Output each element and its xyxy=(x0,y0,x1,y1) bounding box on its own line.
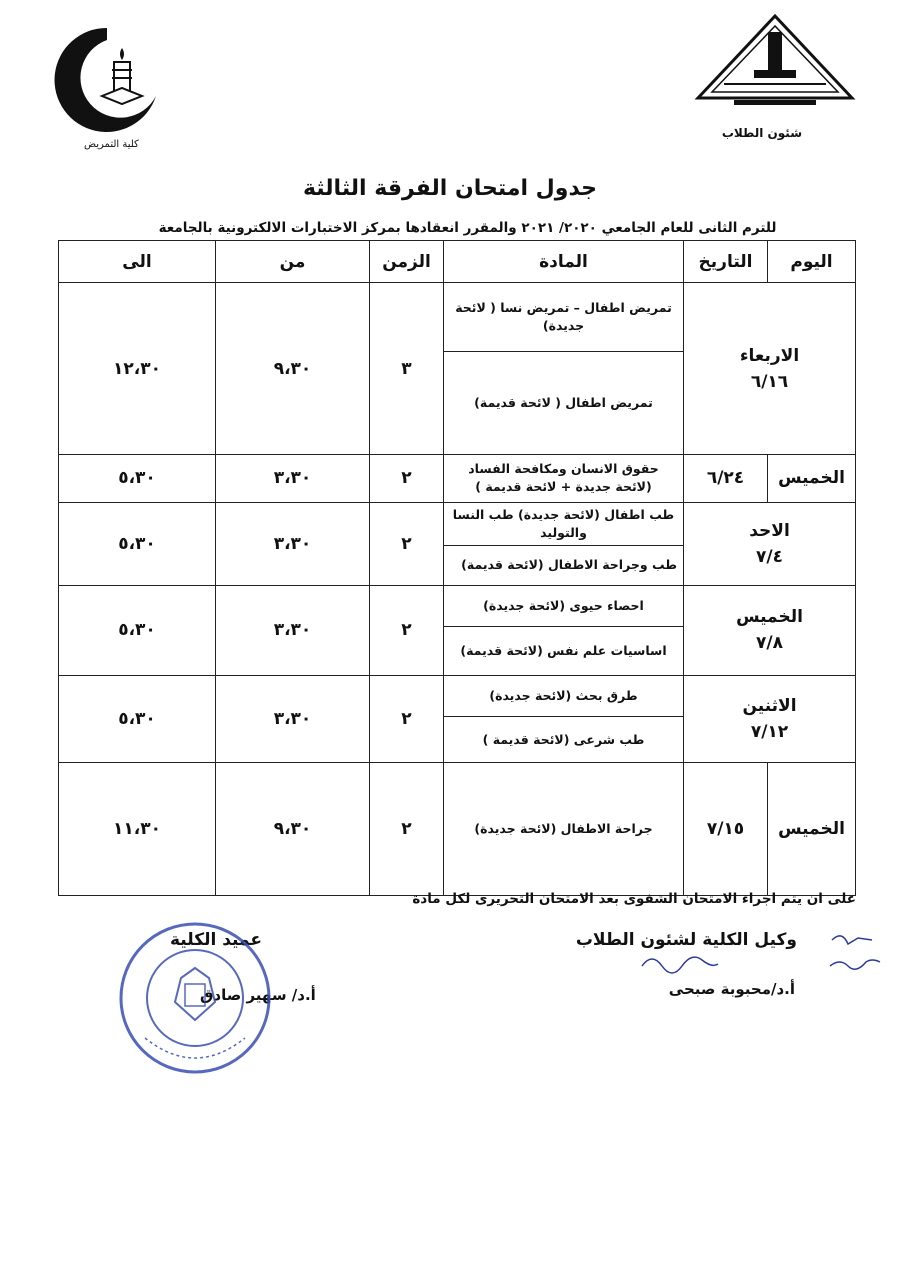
to-cell: ٥،٣٠ xyxy=(59,502,216,585)
date-label: ٧/١٥ xyxy=(684,763,768,896)
from-cell: ٩،٣٠ xyxy=(216,763,370,896)
to-cell: ٥،٣٠ xyxy=(59,585,216,675)
vice-dean-title: وكيل الكلية لشئون الطلاب xyxy=(575,930,797,950)
to-cell: ٥،٣٠ xyxy=(59,455,216,503)
table-row xyxy=(59,585,856,626)
table-row xyxy=(59,283,856,351)
duration-cell: ٣ xyxy=(370,283,444,455)
header-date: التاريخ xyxy=(684,241,768,283)
dean-name: أ.د/ سهير صادق xyxy=(200,986,316,1004)
duration-cell: ٢ xyxy=(370,585,444,675)
subject-cell: اساسيات علم نفس (لائحة قديمة) xyxy=(444,626,684,675)
duration-cell: ٢ xyxy=(370,502,444,585)
table-header-row xyxy=(59,241,856,283)
to-cell: ١٢،٣٠ xyxy=(59,283,216,455)
from-cell: ٣،٣٠ xyxy=(216,502,370,585)
faculty-stamp-icon xyxy=(115,918,275,1078)
header-subject: المادة xyxy=(444,241,684,283)
day-label: الاربعاء xyxy=(739,345,800,366)
table-row xyxy=(59,763,856,896)
date-label: ٦/١٦ xyxy=(750,371,789,392)
day-label: الاثنين xyxy=(742,696,797,716)
day-label: الخميس xyxy=(736,607,803,628)
date-label: ٧/٨ xyxy=(756,633,783,654)
from-cell: ٩،٣٠ xyxy=(216,283,370,455)
table-row xyxy=(59,502,856,545)
day-date-cell xyxy=(684,585,856,675)
from-cell: ٣،٣٠ xyxy=(216,455,370,503)
header-day: اليوم xyxy=(768,241,856,283)
date-label: ٧/٤ xyxy=(756,546,783,567)
from-cell: ٣،٣٠ xyxy=(216,675,370,763)
from-cell: ٣،٣٠ xyxy=(216,585,370,675)
header-from: من xyxy=(216,241,370,283)
date-label: ٦/٢٤ xyxy=(684,455,768,503)
to-cell: ١١،٣٠ xyxy=(59,763,216,896)
header-duration: الزمن xyxy=(370,241,444,283)
duration-cell: ٢ xyxy=(370,455,444,503)
benha-university-logo-icon xyxy=(694,14,856,106)
day-label: الخميس xyxy=(768,455,856,503)
page-subtitle: للترم الثانى للعام الجامعي ٢٠٢٠/ ٢٠٢١ والمقرر انعقادها بمركز الاختبارات الالكترونية بالجامعة xyxy=(158,220,777,236)
duration-cell: ٢ xyxy=(370,763,444,896)
day-date-cell xyxy=(684,502,856,585)
exam-schedule-table xyxy=(58,240,856,896)
subject-cell: طب شرعى (لائحة قديمة ) xyxy=(444,716,684,763)
vice-dean-signature-icon xyxy=(640,950,720,974)
vice-dean-name: أ.د/محبوبة صبحى xyxy=(668,980,795,998)
student-affairs-label: شئون الطلاب xyxy=(721,126,802,140)
page-title: جدول امتحان الفرقة الثالثة xyxy=(302,176,598,201)
subject-cell: تمريض اطفال ( لائحة قديمة) xyxy=(444,351,684,454)
nursing-faculty-label: كلية التمريض xyxy=(84,139,139,150)
subject-cell: تمريض اطفال – تمريض نسا ( لائحة جديدة) xyxy=(444,283,684,351)
subject-cell: حقوق الانسان ومكافحة الفساد (لائحة جديدة + لائحة قديمة ) xyxy=(444,455,684,503)
dean-title: عميد الكلية xyxy=(170,930,262,950)
date-label: ٧/١٢ xyxy=(750,722,789,742)
schedule-note: على ان يتم اجراء الامتحان الشفوى بعد الامتحان التحريرى لكل مادة xyxy=(412,891,856,907)
nursing-faculty-logo-icon xyxy=(52,24,162,136)
day-label: الاحد xyxy=(749,520,790,541)
day-date-cell xyxy=(684,675,856,763)
day-label: الخميس xyxy=(768,763,856,896)
day-date-cell xyxy=(684,283,856,455)
table-row xyxy=(59,675,856,716)
header-to: الى xyxy=(59,241,216,283)
to-cell: ٥،٣٠ xyxy=(59,675,216,763)
subject-cell: طب اطفال (لائحة جديدة) طب النسا والتوليد xyxy=(444,502,684,545)
handwritten-initials-icon xyxy=(826,926,884,984)
duration-cell: ٢ xyxy=(370,675,444,763)
table-row xyxy=(59,455,856,503)
subject-cell: احصاء حيوى (لائحة جديدة) xyxy=(444,585,684,626)
subject-cell: جراحة الاطفال (لائحة جديدة) xyxy=(444,763,684,896)
subject-cell: طب وجراحة الاطفال (لائحة قديمة) xyxy=(444,546,684,585)
subject-cell: طرق بحث (لائحة جديدة) xyxy=(444,675,684,716)
